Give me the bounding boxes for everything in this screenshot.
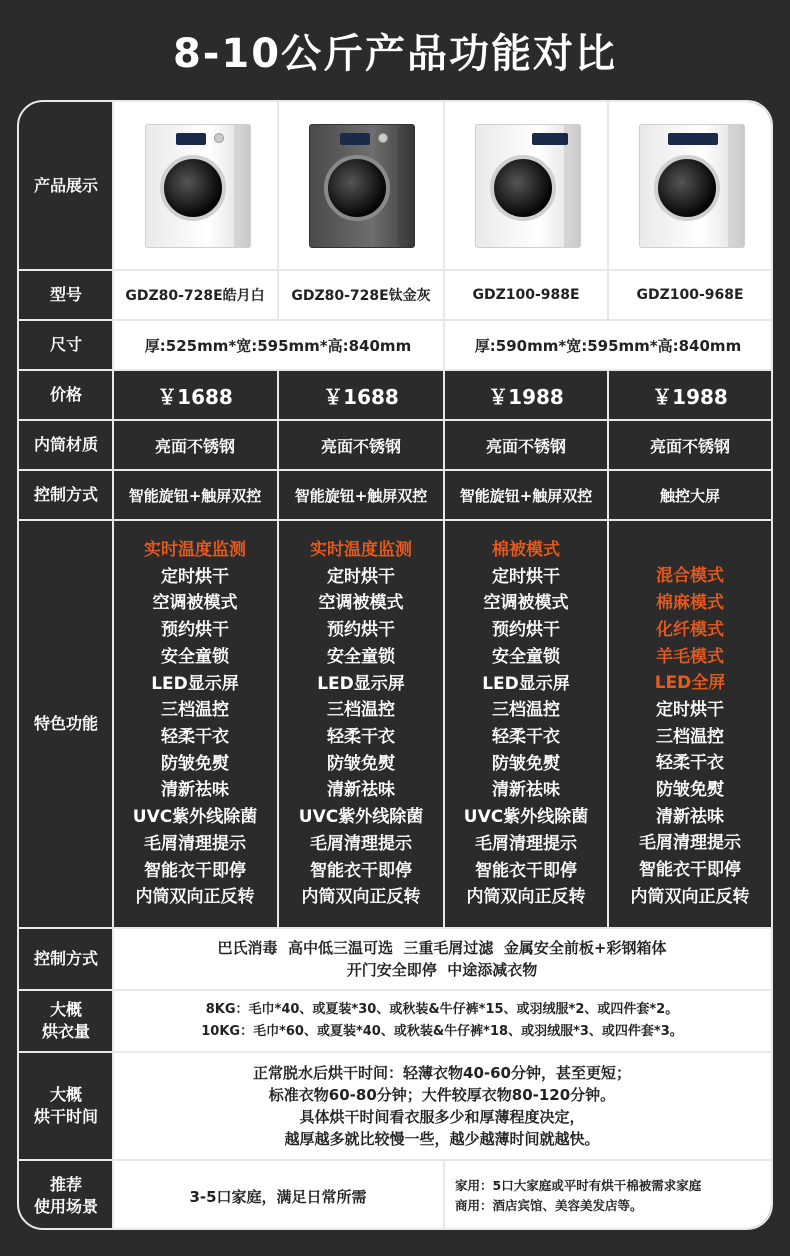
feature-item: 内筒双向正反转 [466,887,586,908]
divider [112,102,114,1230]
label-time [19,1052,113,1160]
feature-item: 防皱免熨 [161,753,229,774]
control-cell-1: 智能旋钮+触屏双控 [128,486,262,505]
load-line2: 10KG：毛巾*60、或夏装*40、或秋装&牛仔裤*18、或羽绒服*3、或四件套*3。 [201,1024,683,1039]
divider [443,1160,445,1230]
feature-item: 智能衣干即停 [310,860,412,881]
control-panel-icon [532,133,568,145]
control-panel-icon [340,133,370,145]
divider [19,989,771,991]
feature-highlight: 羊毛模式 [656,646,724,667]
dryer-image-gray [309,124,415,248]
feature-item: 三档温控 [656,726,724,747]
label-model: 型号 [49,285,82,305]
load-line1: 8KG：毛巾*40、或夏装*30、或秋装&牛仔裤*15、或羽绒服*2、或四件套*2。 [205,1002,679,1017]
divider [607,370,609,928]
divider [19,469,771,471]
feature-item: 智能衣干即停 [475,860,577,881]
feature-item: 定时烘干 [656,699,724,720]
divider [19,1051,771,1053]
label-load [19,990,113,1052]
label-load-line1: 大概 [49,1000,82,1020]
door-icon [490,155,556,221]
feature-item: 防皱免熨 [656,780,724,801]
scene-left: 3-5口家庭，满足日常所需 [189,1187,367,1206]
feature-item: 内筒双向正反转 [301,887,421,908]
control2-line2: 开门安全即停 中途添减衣物 [346,961,538,979]
control-panel-icon [668,133,718,145]
load-text [113,990,771,1052]
feature-item: LED显示屏 [482,673,570,694]
door-icon [160,155,226,221]
divider [443,102,445,928]
side-shade [728,125,744,247]
knob-icon [214,133,224,143]
control2-text [113,928,771,990]
label-time-line2: 烘干时间 [33,1107,98,1126]
feature-highlight: 棉麻模式 [656,593,724,614]
knob-icon [378,133,388,143]
page-title: 8-10公斤产品功能对比 [172,31,618,77]
side-shade [564,125,580,247]
divider [19,419,771,421]
divider [19,1159,771,1161]
feature-item: 安全童锁 [492,646,560,667]
feature-item: UVC紫外线除菌 [298,807,424,828]
feature-item: 防皱免熨 [492,753,560,774]
label-price: 价格 [49,385,82,405]
comparison-table [17,100,773,1230]
scene-right-line2: 商用：酒店宾馆、美容美发店等。 [455,1198,643,1213]
feature-highlight: 混合模式 [656,566,724,587]
feature-item: 安全童锁 [327,646,395,667]
feature-item: 空调被模式 [152,593,238,614]
feature-highlight: 棉被模式 [492,540,560,561]
label-scene-line1: 推荐 [49,1175,82,1195]
feature-item: 空调被模式 [318,593,404,614]
label-material: 内筒材质 [33,435,98,455]
features-list-1 [113,522,277,926]
scene-right [445,1160,771,1230]
feature-highlight: 化纤模式 [656,619,724,640]
feature-item: 轻柔干衣 [161,727,229,747]
time-line3: 具体烘干时间看衣服多少和厚薄程度决定， [299,1108,585,1126]
model-cell-1: GDZ80-728E皓月白 [125,288,265,304]
model-cell-3: GDZ100-988E [472,287,580,303]
label-control2: 控制方式 [33,949,98,969]
feature-item: LED显示屏 [151,673,239,694]
divider [19,319,771,321]
material-cell-3: 亮面不锈钢 [485,436,566,456]
time-line1: 正常脱水后烘干时间：轻薄衣物40-60分钟，甚至更短； [253,1064,631,1082]
feature-item: 空调被模式 [483,593,569,614]
feature-item: 三档温控 [327,700,395,721]
feature-item: 预约烘干 [161,620,229,641]
feature-item: LED显示屏 [317,673,405,694]
feature-item: 清新祛味 [656,806,724,827]
feature-item: 轻柔干衣 [656,753,724,774]
label-load-line2: 烘衣量 [41,1022,90,1041]
feature-item: 定时烘干 [161,566,229,587]
size-cell-small: 厚:525mm*宽:595mm*高:840mm [144,336,412,355]
control-panel-icon [176,133,206,145]
feature-item: 内筒双向正反转 [135,887,255,908]
feature-item: 安全童锁 [161,646,229,667]
divider [277,370,279,928]
divider [19,369,771,371]
feature-item: 清新祛味 [327,780,395,801]
feature-item: 毛屑清理提示 [475,833,577,854]
feature-highlight: 实时温度监测 [310,540,412,561]
feature-item: 毛屑清理提示 [639,833,741,854]
feature-item: 清新祛味 [161,780,229,801]
control2-line1: 巴氏消毒 高中低三温可选 三重毛屑过滤 金属安全前板+彩钢箱体 [217,939,667,957]
feature-highlight: LED全屏 [654,673,726,694]
feature-item: 三档温控 [161,700,229,721]
feature-item: 预约烘干 [327,620,395,641]
label-scene-line2: 使用场景 [33,1197,98,1216]
label-control: 控制方式 [33,485,98,505]
feature-item: 智能衣干即停 [639,860,741,881]
control-cell-3: 智能旋钮+触屏双控 [459,486,593,505]
dryer-image-white-1 [145,124,251,248]
label-scene [19,1160,113,1230]
material-cell-2: 亮面不锈钢 [320,436,401,456]
feature-item: 毛屑清理提示 [144,833,246,854]
label-time-line1: 大概 [49,1085,82,1105]
dryer-image-white-2 [475,124,581,248]
feature-item: 预约烘干 [492,620,560,641]
feature-highlight: 实时温度监测 [144,540,246,561]
door-icon [324,155,390,221]
side-shade [398,125,414,247]
feature-item: 定时烘干 [327,566,395,587]
label-size: 尺寸 [49,335,82,355]
divider [19,927,771,929]
model-cell-2: GDZ80-728E钛金灰 [291,288,431,304]
feature-item: 内筒双向正反转 [630,886,750,907]
divider [277,102,279,320]
price-cell-2: ￥1688 [323,384,399,409]
price-cell-1: ￥1688 [157,384,233,409]
feature-item: 轻柔干衣 [492,727,560,747]
time-line4: 越厚越多就比较慢一些，越少越薄时间就越快。 [284,1130,600,1148]
door-icon [654,155,720,221]
size-cell-large: 厚:590mm*宽:595mm*高:840mm [474,336,742,355]
price-cell-4: ￥1988 [652,384,728,409]
feature-item: UVC紫外线除菌 [463,807,589,828]
features-list-3 [445,522,607,926]
feature-item: 毛屑清理提示 [310,833,412,854]
material-cell-4: 亮面不锈钢 [649,436,730,456]
side-shade [234,125,250,247]
feature-item: 定时烘干 [492,566,560,587]
price-cell-3: ￥1988 [488,384,564,409]
model-cell-4: GDZ100-968E [636,287,744,303]
features-list-4 [609,522,771,926]
divider [19,519,771,521]
time-text [113,1052,771,1160]
control-cell-4: 触控大屏 [659,486,720,505]
feature-item: 三档温控 [492,700,560,721]
scene-right-line1: 家用：5口大家庭或平时有烘干棉被需求家庭 [455,1178,702,1193]
feature-item: 轻柔干衣 [327,727,395,747]
divider [607,102,609,320]
label-features: 特色功能 [33,714,98,734]
features-list-2 [279,522,443,926]
label-display: 产品展示 [33,176,98,196]
feature-item: 防皱免熨 [327,753,395,774]
feature-item: 智能衣干即停 [144,860,246,881]
material-cell-1: 亮面不锈钢 [154,436,235,456]
dryer-image-white-3 [639,124,745,248]
feature-item: UVC紫外线除菌 [132,807,258,828]
feature-item: 清新祛味 [492,780,560,801]
control-cell-2: 智能旋钮+触屏双控 [294,486,428,505]
time-line2: 标准衣物60-80分钟；大件较厚衣物80-120分钟。 [268,1086,616,1104]
divider [19,269,771,271]
